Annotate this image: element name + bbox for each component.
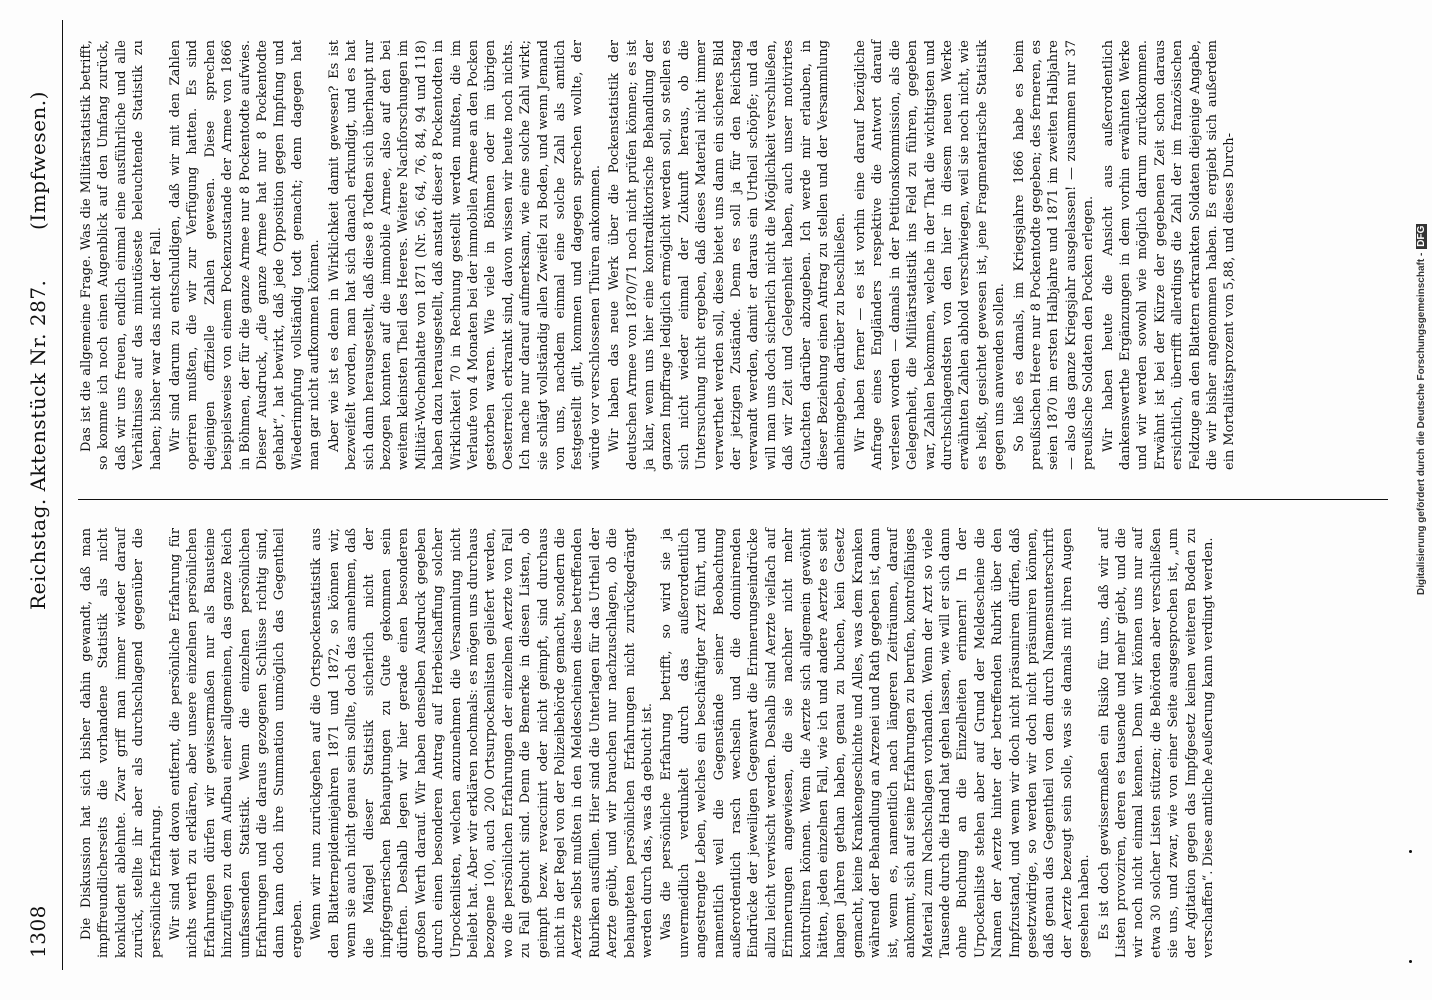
paragraph: Wir haben ferner — es ist vorhin eine darauf bezügliche Anfrage eines Engländers respektive die Antwort darauf verlesen worden — damals in der Petitionskommission, als die Gelegenheit, die Militärstatistik ins Feld zu führen, gegeben war, Zahlen bekommen, welche in der That die wichtigsten und durchschlagendsten von den hier in diesem neuen Werke erwähnten Zahlen abhold verschwiegen, weil sie noch nicht, wie es heißt, gesichtet gewesen ist, jene Fragmentarische Statistik gegen uns anwenden sollen. <box>852 40 1008 470</box>
page-subtitle: (Impfwesen.) <box>26 91 50 230</box>
paragraph: Aber wie ist es denn in Wirklichkeit damit gewesen? Es ist bezweifelt worden, man hat sich danach erkundigt, und es hat sich dann herausgestellt, daß diese 8 Todten sich überhaupt nur bezogen konnten auf die immobile Armee, also auf den bei weitem kleinsten Theil des Heeres. Weitere Nachforschungen im Militär-Wochenblatte von 1871 (Nr. 56, 64, 76, 84, 94 und 118) haben dazu herausgestellt, daß anstatt dieser 8 Pockentodten in Wirklichkeit 70 in Rechnung gestellt werden mußten, die im Verlaufe von 4 Monaten bei der immobilen Armee an den Pocken gestorben waren. Wie viele in Böhmen oder im übrigen Oesterreich erkrankt sind, davon wissen wir heute noch nichts. Ich mache nur darauf aufmerksam, wie eine solche Zahl wirkt; sie schlägt vollständig allen Zweifel zu Boden, und wenn Jemand von uns, nachdem einmal eine solche Zahl als amtlich festgestellt gilt, kommen und dagegen sprechen wollte, der würde vor verschlossenen Thüren ankommen. <box>326 40 603 470</box>
left-column <box>78 528 1219 958</box>
page-number: 1308 <box>26 905 50 958</box>
header-rule <box>62 20 63 970</box>
credit-text: Digitalisierung gefördert durch die Deutsche Forschungsgemeinschaft - <box>1416 252 1427 595</box>
page-title: Reichstag. Aktenstück Nr. 287. <box>26 279 50 610</box>
paragraph: Wenn wir nun zurückgehen auf die Ortspockenstatistik aus den Blatternepidemiejahren 1871 und 1872, so können wir, wenn sie auch nicht genau sein sollte, doch das annehmen, daß die Mängel dieser Statistik sicherlich nicht der impfgegnerischen Behauptungen zu Gute gekommen sein dürften. Deshalb legen wir hier gerade einen besonderen großen Werth darauf. Wir haben denselben Ausdruck gegeben durch einen besonderen Antrag auf Herbeischaffung solcher Urpockenlisten, welchen anzunehmen die Versammlung nicht beliebt hat. Aber wir erklären nochmals: es mögen uns durchaus bezogene 100, auch 200 Ortsurpockenlisten geliefert werden, wo die persönlichen Erfahrungen der einzelnen Aerzte von Fall zu Fall gebucht sind. Denn die Bemerke in diesen Listen, ob geimpft bezw. revaccinirt oder nicht geimpft, sind durchaus nicht in der Regel von der Polizeibehörde gemacht, sondern die Aerzte selbst mußten in den Meldescheinen diese betreffenden Rubriken ausfüllen. Hier sind die Unterlagen für das Urtheil der Aerzte geübt, und wir brauchen nur nachzuschlagen, ob die behaupteten persönlichen Erfahrungen nicht zurückgedrängt werden durch das, was da gebucht ist. <box>309 528 655 958</box>
paragraph: Das ist die allgemeine Frage. Was die Militärstatistik betrifft, so komme ich noch einen Augenblick auf den Umfang zurück, daß wir uns freuen, endlich einmal eine ausführliche und alle Verhältnisse auf das minutiöseste beleuchtende Statistik zu haben; bisher war das nicht der Fall. <box>79 40 164 470</box>
digitization-credit <box>1414 0 1430 1000</box>
dfg-logo: DFG <box>1416 225 1427 247</box>
paragraph: Wir sind darum zu entschuldigen, daß wir mit den Zahlen operiren mußten, die wir zur Verfügung hatten. Es sind diejenigen offizielle Zahlen gewesen. Diese sprechen beispielsweise von einem Pockenzustande der Armee von 1866 in Böhmen, der für die ganze Armee nur 8 Pockentodte aufwies. Dieser Ausdruck, „die ganze Armee hat nur 8 Pockentodte gehabt“, hat bewirkt, daß jede Opposition gegen Impfung und Wiederimpfung vollständig todt gemacht; denn dagegen hat man gar nicht aufkommen können. <box>168 40 323 470</box>
credit-text-wrapper <box>1416 0 1432 595</box>
paragraph: Was die persönliche Erfahrung betrifft, so wird sie ja unvermeidlich verdunkelt durch das außerordentlich angestrengte Leben, welches ein beschäftigter Arzt führt, und namentlich weil die Gegenstände seiner Beobachtung außerordentlich rasch wechseln und die dominirenden Eindrücke der jeweiligen Gegenwart die Erinnerungseindrücke allzu leicht verwischt werden. Deshalb sind Aerzte vielfach auf Erinnerungen angewiesen, die sie nachher nicht mehr kontrolliren können. Wenn die Aerzte sich allgemein gewöhnt hätten, jeden einzelnen Fall, wie ich und andere Aerzte es seit langen Jahren gethan haben, genau zu buchen, kein Gesetz gemacht, keine Krankengeschichte und Alles, was dem Kranken während der Behandlung an Arzenei und Rath gegeben ist, dann ist, wenn es, namentlich nach längeren Zeiträumen, darauf ankommt, sich auf seine Erfahrungen zu berufen, kontrolfähiges Material zum Nachschlagen vorhanden. Wenn der Arzt so viele Tausende durch die Hand hat gehen lassen, wie will er sich dann ohne Buchung an die Einzelheiten erinnern! In der Urpockenliste stehen aber auf Grund der Meldescheine die Namen der Aerzte hinter der betreffenden Rubrik über den Impfzustand, und wenn wir doch nicht präsumiren dürfen, daß gesetzwidrige, so werden wir doch nicht präsumiren können, daß genau das Gegentheil von dem durch Namensunterschrift der Aerzte bezeugt sein solle, was sie damals mit ihren Augen gesehen haben. <box>659 528 1093 958</box>
scan-speck <box>1409 960 1412 963</box>
column-divider <box>78 499 1388 500</box>
right-column <box>78 40 1241 470</box>
paragraph: Wir haben heute die Ansicht aus außerordentlich dankenswerthe Ergänzungen in dem vorhin erwähnten Werke und wir werden sowohl wie möglich darum zurückkommen. Erwähnt ist bei der Kürze der gegebenen Zeit schon daraus ersichtlich, überrifft allerdings die Zahl der im französischen Feldzuge an den Blattern erkrankten Soldaten diejenige Angabe, die wir bisher angenommen haben. Es ergiebt sich außerdem ein Mortalitätsprozent von 5,88, und dieses Durch- <box>1100 40 1238 470</box>
paragraph: Wir sind weit davon entfernt, die persönliche Erfahrung für nichts werth zu erklären, aber unsere einzelnen persönlichen Erfahrungen dürfen wir gewissermaßen nur als Bausteine hinzufügen zu dem Aufbau einer allgemeinen, das ganze Reich umfassenden Statistik. Wenn die einzelnen persönlichen Erfahrungen und die daraus gezogenen Schlüsse richtig sind, dann kann doch ihre Summation unmöglich das Gegentheil ergeben. <box>168 528 305 958</box>
paragraph: So hieß es damals, im Kriegsjahre 1866 habe es beim preußischen Heere nur 8 Pockentodte gegeben; des ferneren, es seien 1870 im ersten Halbjahre und 1871 im zweiten Halbjahre — also das ganze Kriegsjahr ausgelassen! — zusammen nur 37 preußische Soldaten den Pocken erlegen. <box>1011 40 1097 470</box>
page-header <box>18 20 58 970</box>
document-page <box>18 20 1408 970</box>
paragraph: Die Diskussion hat sich bisher dahin gewandt, daß man impffreundlicherseits die vorhandene Statistik als nicht konkludent ablehnte. Zwar griff man immer wieder darauf zurück, stellte ihr aber als durchschlagend gegenüber die persönliche Erfahrung. <box>79 528 164 958</box>
paragraph: Es ist doch gewissermaßen ein Risiko für uns, daß wir auf Listen provoziren, deren es tausende und mehr giebt, und die wir noch nicht einmal kennen. Denn wir können uns nur auf etwa 30 solcher Listen stützen; die Behörden aber verschließen sie uns, und zwar, wie von einer Seite ausgesprochen ist, „um der Agitation gegen das Impfgesetz keinen weiteren Boden zu verschaffen“. Diese amtliche Aeußerung kann verdingt werden. <box>1096 528 1216 958</box>
scan-speck <box>1409 850 1412 853</box>
paragraph: Wir haben das neue Werk über die Pockenstatistik der deutschen Armee von 1870/71 noch nicht prüfen können; es ist ja klar, wenn uns hier eine kontradiktorische Behandlung der ganzen Impffrage lediglich ermöglicht werden soll, so stellen es sich nicht wieder einmal der Zukunft heraus, ob die Untersuchung nicht ergeben, daß dieses Material nicht immer verwerthet werden soll, diese bietet uns dann ein sicheres Bild der jetzigen Zustände. Denn es soll ja für den Reichstag verwandt werden, damit er daraus ein Urtheil schöpfe; und da will man uns doch sicherlich nicht die Möglichkeit verschließen, daß wir Zeit und Gelegenheit haben, auch unser motivirtes Gutachten darüber abzugeben. Ich werde mir erlauben, in dieser Beziehung einen Antrag zu stellen und der Versammlung anheimgeben, darüber zu beschließen. <box>607 40 849 470</box>
